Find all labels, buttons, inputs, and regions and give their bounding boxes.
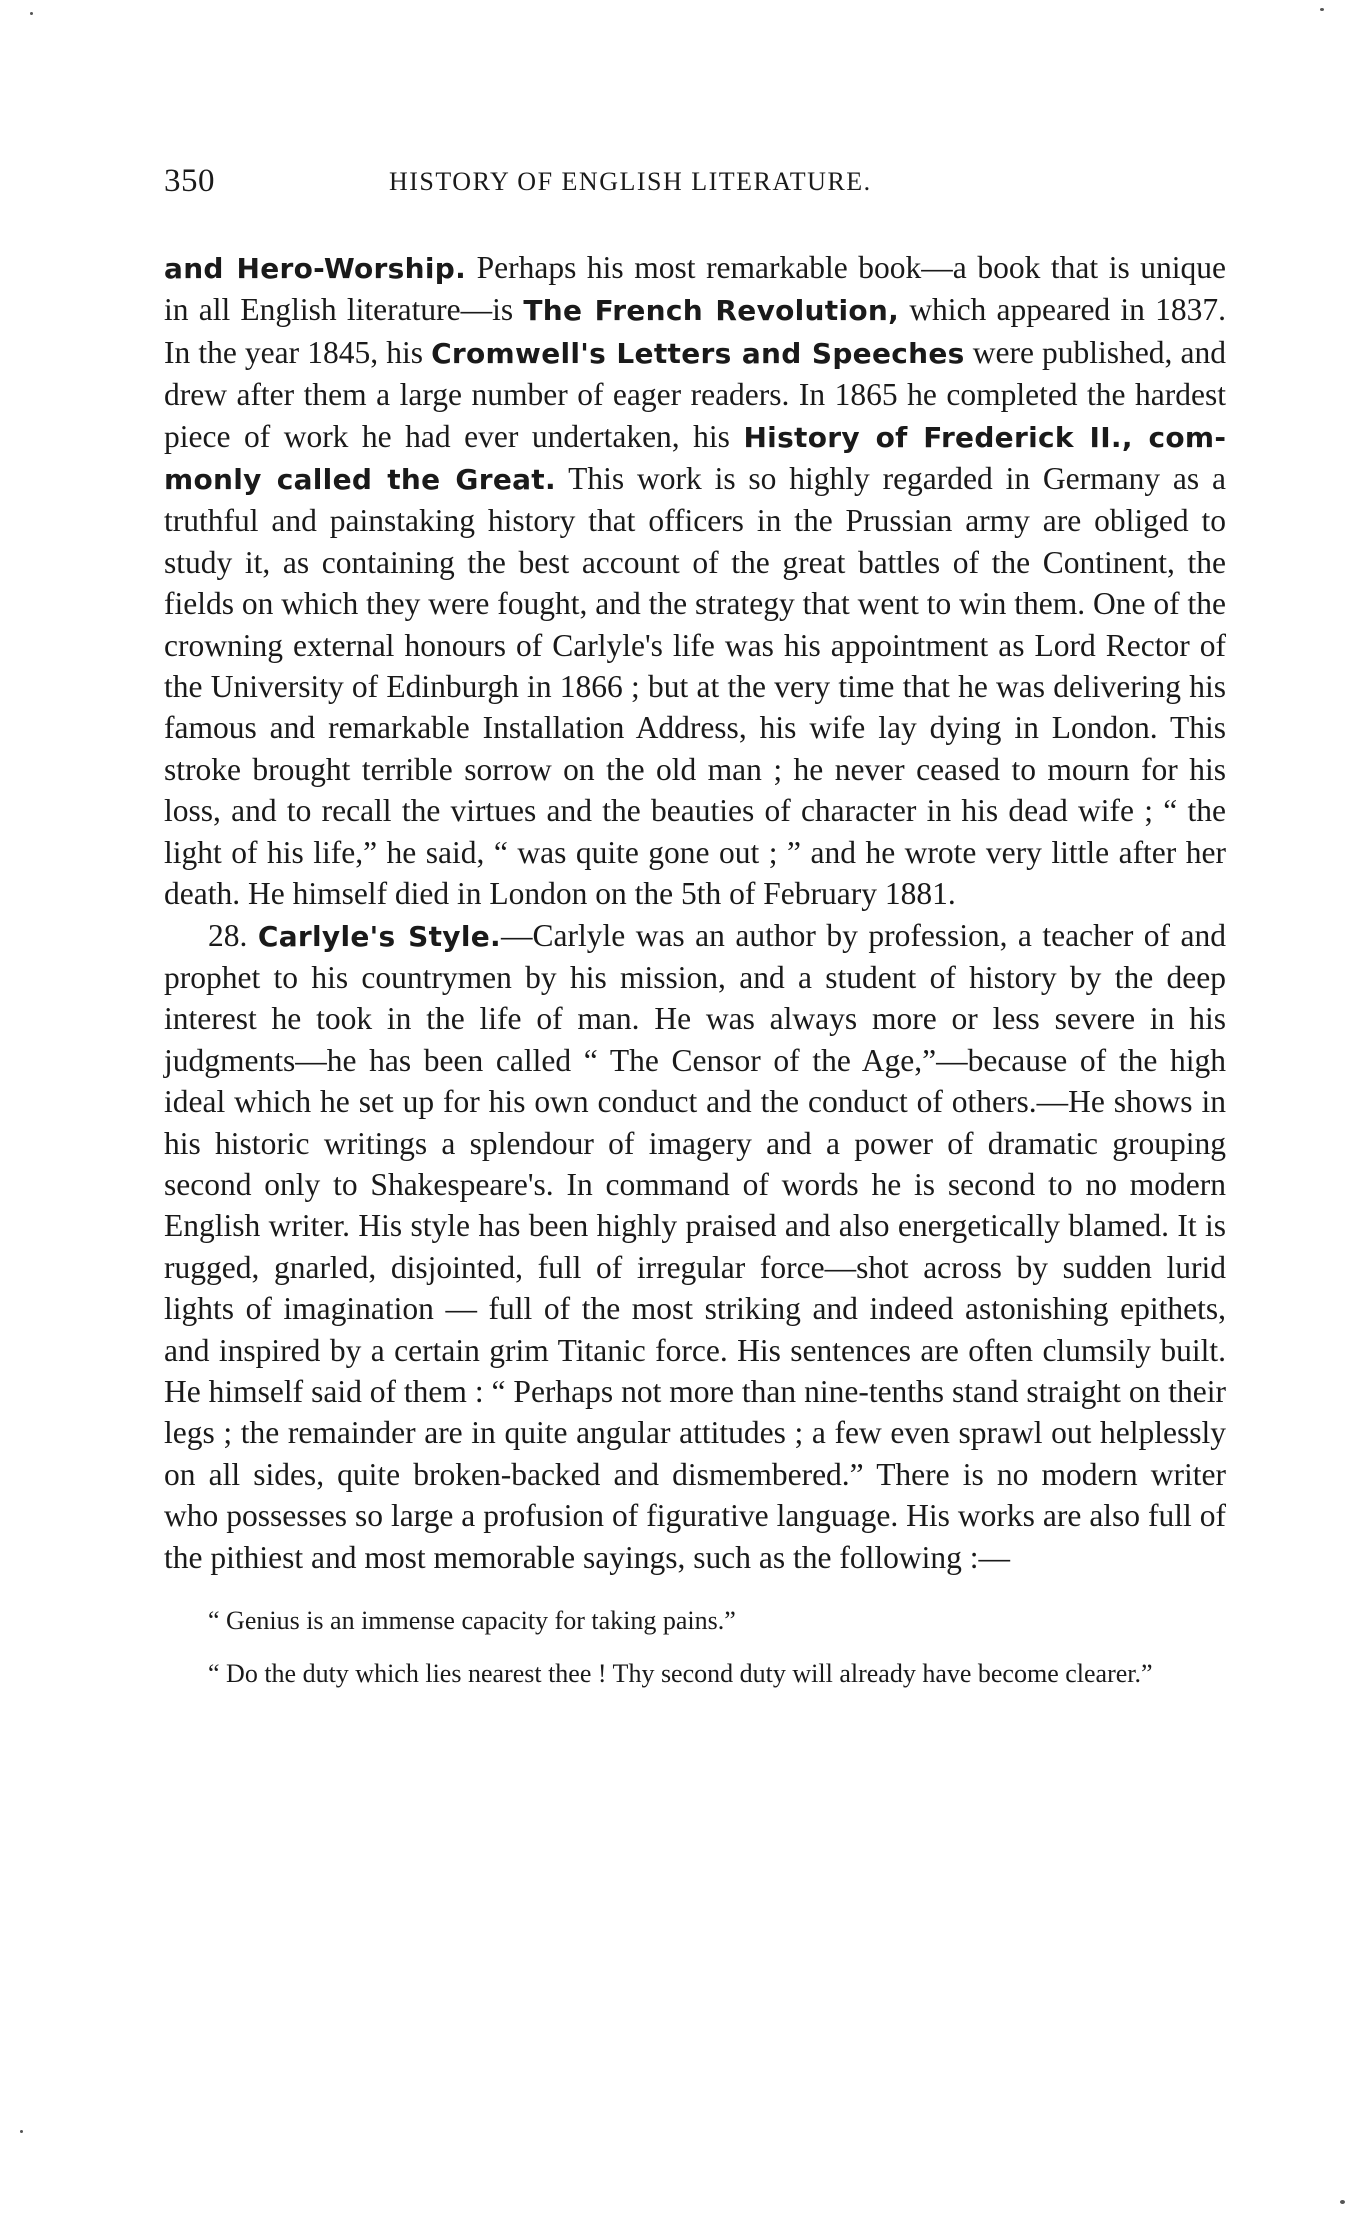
scan-speck (20, 2130, 23, 2133)
quote-duty: “ Do the duty which lies nearest thee ! Thy second duty will already have become clearer.” (208, 1659, 1153, 1688)
text-run: which appeared in 1837. In the year 1845, his (164, 292, 1226, 370)
scan-speck (1340, 2200, 1345, 2204)
section-text: —Carlyle was an author by profession, a teacher of and prophet to his countrymen by his mission, and a student of history by the deep interest he took in the life of man. He was always more or less severe in his judgments—he has been called “ The Censor of the Age,”—because of the high ideal which he set up for his own conduct and the conduct of others.—He shows in his historic writings a splendour of imagery and a power of dramatic grouping second only to Shakespeare's. In command of words he is second to no modern English writer. His style has been highly praised and also energetically blamed. It is rugged, gnarled, disjointed, full of irregular force—shot across by sudden lurid lights of imagination — full of the most striking and indeed astonishing epithets, and inspired by a certain grim Titanic force. His sentences are often clumsily built. He himself said of them : “ Perhaps not more than nine-tenths stand straight on their legs ; the remainder are in quite angular attitudes ; a few even sprawl out helplessly on all sides, quite broken-backed and dismembered.” There is no modern writer who possesses so large a profusion of figurative language. His works are also full of the pithiest and most memorable sayings, such as the following :— (164, 917, 1227, 1575)
book-page (164, 155, 1226, 1710)
running-header (164, 155, 1226, 205)
running-title: HISTORY OF ENGLISH LITERATURE. (389, 167, 872, 196)
page-number: 350 (164, 163, 215, 199)
work-title-hero-worship: and Hero-Worship. (164, 252, 467, 285)
section-number: 28. (208, 917, 248, 953)
section-28-paragraph (164, 915, 1226, 1579)
work-title-french-revolution: The French Revolution, (523, 294, 900, 328)
text-run: Perhaps his most remarkable book—a book that is unique in all English literature—is (164, 250, 1226, 328)
quotations (164, 1604, 1226, 1691)
text-run: This work is so highly regarded in Germany as a truthful and painstaking history that officers in the Prussian army are obliged to study it, as containing the best account of the great battles of the Continent, the fields on which they were fought, and the strategy that went to win them. One of the crowning external honours of Carlyle's life was his appointment as Lord Rector of the University of Edinburgh in 1866 ; but at the very time that he was delivering his famous and remarkable Installation Address, his wife lay dying in London. This stroke brought terrible sorrow on the old man ; he never ceased to mourn for his loss, and to recall the virtues and the beauties of character in his dead wife ; “ the light of his life,” he said, “ was quite gone out ; ” and he wrote very little after her death. He himself died in London on the 5th of February 1881. (164, 461, 1226, 912)
work-title-frederick: History of Frederick II., commonly called the Great. (164, 420, 1226, 497)
section-heading: Carlyle's Style. (257, 919, 501, 953)
paragraph-continued (164, 247, 1226, 915)
work-title-cromwell-letters: Cromwell's Letters and Speeches (431, 336, 965, 370)
scan-speck (30, 12, 33, 15)
scan-speck (1320, 8, 1324, 11)
text-run: were published, and drew after them a large number of eager readers. In 1865 he completed the hardest piece of work he had ever undertaken, his (164, 334, 1227, 454)
body-text (164, 247, 1226, 1578)
quote-genius: “ Genius is an immense capacity for taking pains.” (208, 1606, 736, 1635)
